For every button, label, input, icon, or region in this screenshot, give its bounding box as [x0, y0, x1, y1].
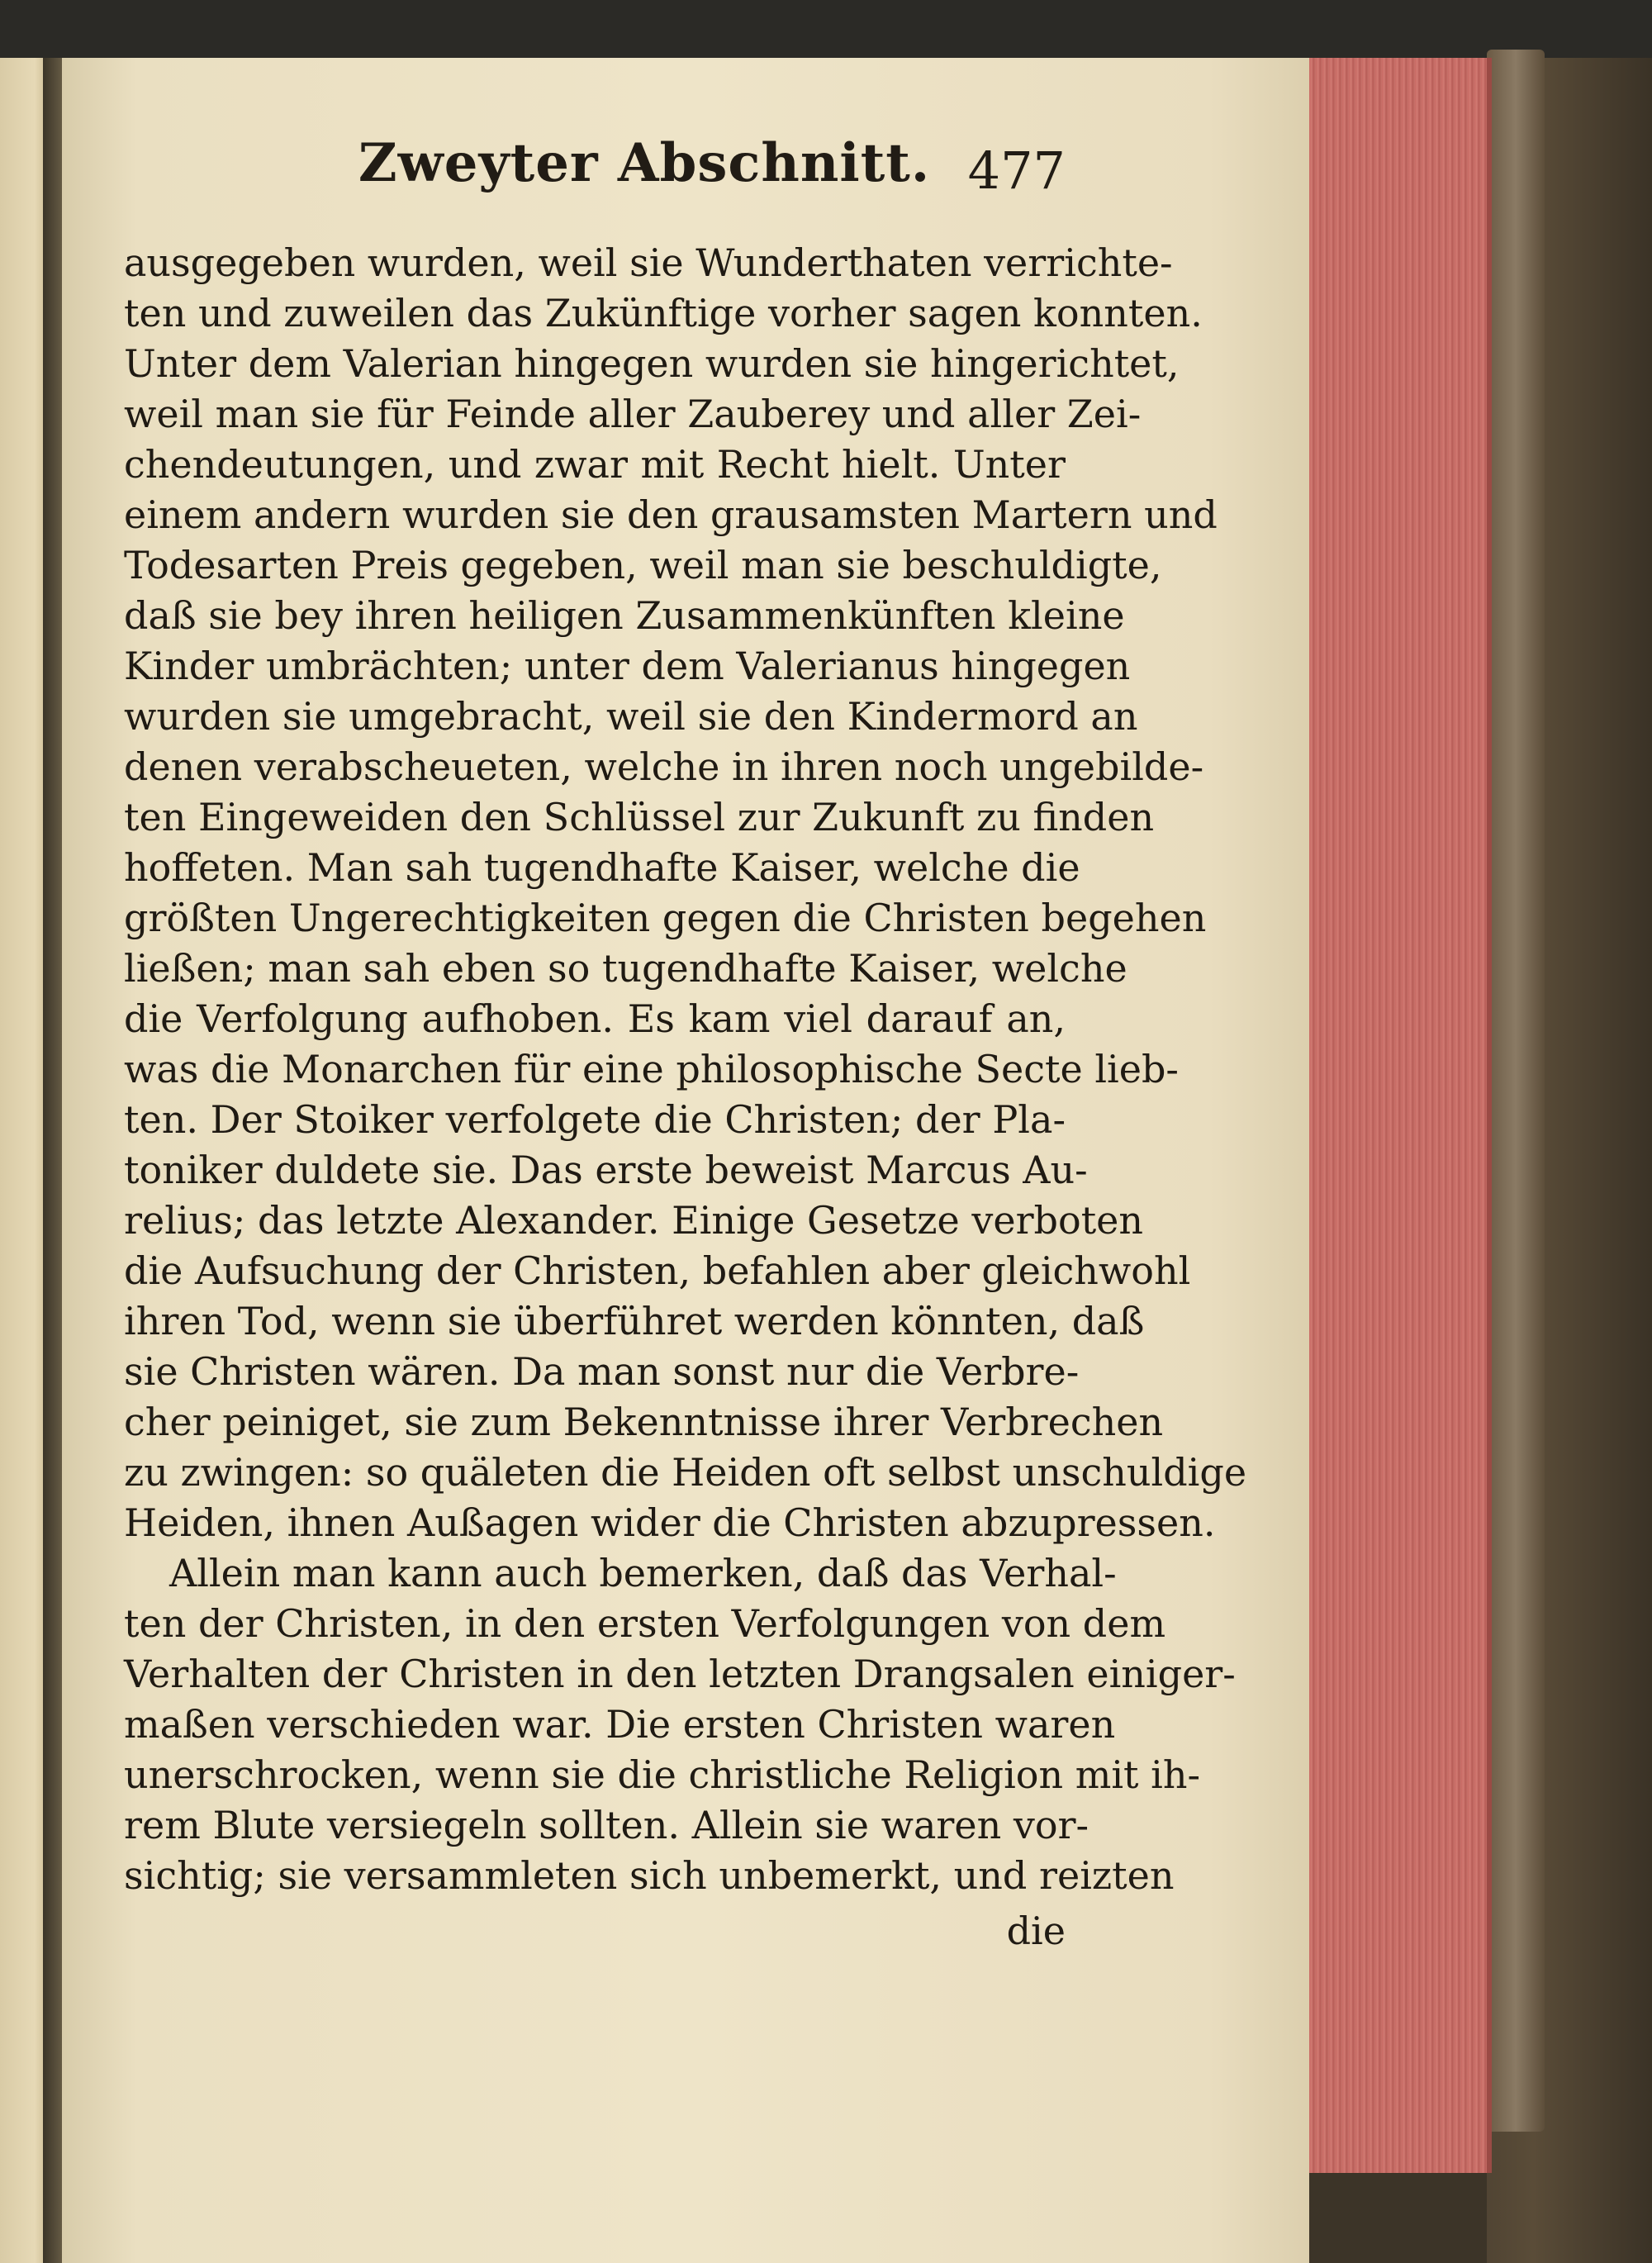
text-line: ihren Tod, wenn sie überführet werden könnten, daß — [124, 1299, 1145, 1343]
text-line: unerschrocken, wenn sie die christliche Religion mit ih- — [124, 1752, 1201, 1797]
text-line: die Aufsuchung der Christen, befahlen aber gleichwohl — [124, 1248, 1191, 1293]
red-page-edges — [1309, 58, 1492, 2173]
page-header — [124, 132, 1066, 223]
text-line: toniker duldete sie. Das erste beweist Marcus Au- — [124, 1148, 1088, 1192]
facing-page-edge — [0, 58, 50, 2263]
text-line: hoffeten. Man sah tugendhafte Kaiser, welche die — [124, 845, 1080, 890]
text-line: daß sie bey ihren heiligen Zusammenkünften kleine — [124, 593, 1125, 638]
text-line: größten Ungerechtigkeiten gegen die Christen begehen — [124, 896, 1207, 940]
text-line: wurden sie umgebracht, weil sie den Kindermord an — [124, 694, 1138, 739]
text-line: ten der Christen, in den ersten Verfolgungen von dem — [124, 1601, 1166, 1646]
text-line: sichtig; sie versammleten sich unbemerkt, und reizten — [124, 1853, 1175, 1898]
book-cover-edge — [1487, 50, 1545, 2132]
text-line: zu zwingen: so quäleten die Heiden oft selbst unschuldige — [124, 1450, 1247, 1495]
text-line: cher peiniget, sie zum Bekenntnisse ihrer Verbrechen — [124, 1400, 1164, 1444]
text-line: relius; das letzte Alexander. Einige Gesetze verboten — [124, 1198, 1144, 1243]
text-line: einem andern wurden sie den grausamsten Martern und — [124, 492, 1218, 537]
catchword: die — [1006, 1909, 1066, 1953]
text-line: chendeutungen, und zwar mit Recht hielt. Unter — [124, 442, 1066, 487]
text-line: ausgegeben wurden, weil sie Wunderthaten verrichte- — [124, 240, 1173, 285]
text-line: ten und zuweilen das Zukünftige vorher sagen konnten. — [124, 291, 1203, 335]
text-line: weil man sie für Feinde aller Zauberey und aller Zei- — [124, 392, 1142, 436]
paragraph-start-line: Allein man kann auch bemerken, daß das Verhal- — [169, 1551, 1117, 1595]
text-line: rem Blute versiegeln sollten. Allein sie waren vor- — [124, 1803, 1089, 1847]
text-line: Todesarten Preis gegeben, weil man sie beschuldigte, — [124, 543, 1162, 587]
body-text — [124, 238, 1247, 1901]
text-line: ten. Der Stoiker verfolgete die Christen; der Pla- — [124, 1097, 1066, 1142]
text-line: Kinder umbrächten; unter dem Valerianus hingegen — [124, 644, 1131, 688]
page-number: 477 — [967, 140, 1066, 201]
text-line: maßen verschieden war. Die ersten Christen waren — [124, 1702, 1116, 1747]
page-block-shadow — [1309, 2173, 1487, 2263]
text-line: Verhalten der Christen in den letzten Drangsalen einiger- — [124, 1652, 1236, 1696]
text-line: sie Christen wären. Da man sonst nur die Verbre- — [124, 1349, 1080, 1394]
text-line: was die Monarchen für eine philosophische Secte lieb- — [124, 1047, 1179, 1091]
text-line: denen verabscheueten, welche in ihren noch ungebilde- — [124, 744, 1204, 789]
text-line: Unter dem Valerian hingegen wurden sie hingerichtet, — [124, 341, 1180, 386]
text-line: die Verfolgung aufhoben. Es kam viel darauf an, — [124, 996, 1066, 1041]
text-line: ließen; man sah eben so tugendhafte Kaiser, welche — [124, 946, 1127, 991]
running-head: Zweyter Abschnitt. — [358, 132, 931, 194]
text-line: ten Eingeweiden den Schlüssel zur Zukunft zu finden — [124, 795, 1155, 839]
text-line: Heiden, ihnen Außagen wider die Christen abzupressen. — [124, 1500, 1216, 1545]
